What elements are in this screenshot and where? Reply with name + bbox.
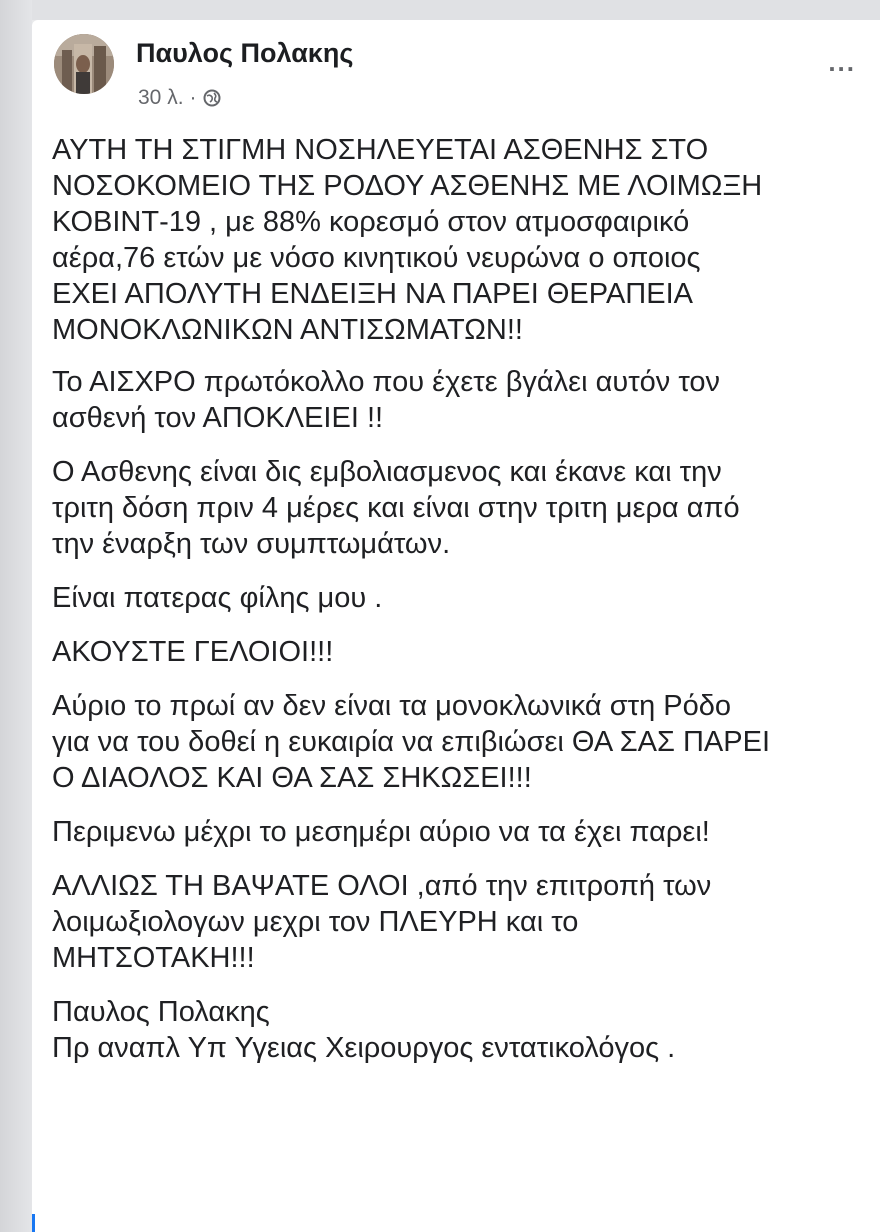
text-line: ασθενή τον ΑΠΟΚΛΕΙΕΙ !!	[52, 402, 384, 434]
paragraph-7	[52, 814, 876, 850]
avatar[interactable]	[54, 34, 114, 94]
text-line: ΜΟΝΟΚΛΩΝΙΚΩΝ ΑΝΤΙΣΩΜΑΤΩΝ!!	[52, 314, 523, 346]
author-name[interactable]: Παυλος Πολακης	[136, 38, 354, 68]
paragraph-1	[52, 132, 876, 348]
signature-name: Παυλος Πολακης	[52, 996, 270, 1028]
text-line: την έναρξη των συμπτωμάτων.	[52, 528, 451, 560]
paragraph-8	[52, 868, 876, 976]
text-line: Ο ΔΙΑΟΛΟΣ ΚΑΙ ΘΑ ΣΑΣ ΣΗΚΩΣΕΙ!!!	[52, 762, 532, 794]
text-line: ΜΗΤΣΟΤΑΚΗ!!!	[52, 942, 255, 974]
text-line: Περιμενω μέχρι το μεσημέρι αύριο να τα έχει παρει!	[52, 816, 710, 848]
paragraph-5	[52, 634, 876, 670]
text-line: ΑΛΛΙΩΣ ΤΗ ΒΑΨΑΤΕ ΟΛΟΙ ,από την επιτροπή των	[52, 870, 712, 902]
text-line: ΚΟΒΙΝΤ-19 , με 88% κορεσμό στον ατμοσφαιρικό	[52, 206, 690, 238]
text-line: λοιμωξιολογων μεχρι τον ΠΛΕΥΡΗ και το	[52, 906, 579, 938]
post-meta	[138, 86, 221, 110]
paragraph-2	[52, 364, 876, 436]
text-line: Είναι πατερας φίλης μου .	[52, 582, 383, 614]
text-line: ΕΧΕΙ ΑΠΟΛΥΤΗ ΕΝΔΕΙΞΗ ΝΑ ΠΑΡΕΙ ΘΕΡΑΠΕΙΑ	[52, 278, 693, 310]
text-line: Το ΑΙΣΧΡΟ πρωτόκολλο που έχετε βγάλει αυτόν τον	[52, 366, 721, 398]
text-line: ΑΥΤΗ ΤΗ ΣΤΙΓΜΗ ΝΟΣΗΛΕΥΕΤΑΙ ΑΣΘΕΝΗΣ ΣΤΟ	[52, 134, 709, 166]
text-line: ΝΟΣΟΚΟΜΕΙΟ ΤΗΣ ΡΟΔΟΥ ΑΣΘΕΝΗΣ ΜΕ ΛΟΙΜΩΞΗ	[52, 170, 763, 202]
post-time[interactable]: 30 λ.	[138, 86, 184, 109]
signature	[52, 994, 876, 1066]
left-edge	[0, 0, 32, 1232]
meta-separator: ·	[189, 86, 197, 109]
more-options-icon[interactable]: ...	[828, 47, 856, 77]
post-body	[52, 132, 876, 1066]
text-line: Ο Ασθενης είναι δις εμβολιασμενος και έκανε και την	[52, 456, 722, 488]
signature-title: Πρ αναπλ Υπ Υγειας Χειρουργος εντατικολόγος .	[52, 1032, 676, 1064]
text-line: τριτη δόση πριν 4 μέρες και είναι στην τριτη μερα από	[52, 492, 740, 524]
paragraph-4	[52, 580, 876, 616]
text-line: ΑΚΟΥΣΤΕ ΓΕΛΟΙΟΙ!!!	[52, 636, 334, 668]
paragraph-3	[52, 454, 876, 562]
text-line: αέρα,76 ετών με νόσο κινητικού νευρώνα ο οποιος	[52, 242, 701, 274]
bottom-edge-accent	[32, 1214, 35, 1232]
text-line: Αύριο το πρωί αν δεν είναι τα μονοκλωνικά στη Ρόδο	[52, 690, 732, 722]
post-card	[32, 20, 880, 1232]
paragraph-6	[52, 688, 876, 796]
text-line: για να του δοθεί η ευκαιρία να επιβιώσει ΘΑ ΣΑΣ ΠΑΡΕΙ	[52, 726, 771, 758]
globe-icon[interactable]	[203, 89, 221, 107]
top-edge	[0, 0, 880, 20]
avatar-photo	[54, 34, 114, 94]
